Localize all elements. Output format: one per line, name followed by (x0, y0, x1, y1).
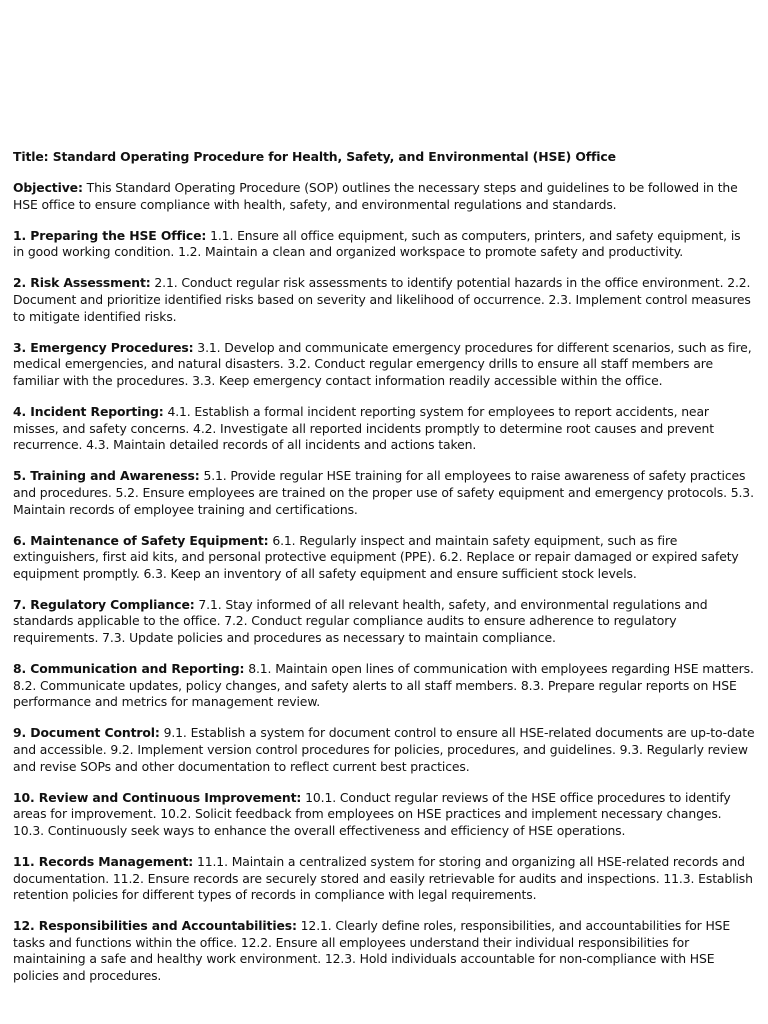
section-text: 12.1. Clearly define roles, responsibilities, and accountabilities for HSE tasks and functions within the office. 12.2. Ensure all employees understand their individual responsibilities for maintaining a safe and healthy work environment. 12.3. Hold individuals accountable for non-compliance with HSE policies and procedures. (13, 918, 731, 984)
section-text: 1.1. Ensure all office equipment, such as computers, printers, and safety equipment, is in good working condition. 1.2. Maintain a clean and organized workspace to promote safety and productivity. (13, 227, 741, 260)
section-label: 9. Document Control: (13, 725, 160, 741)
section-1 (13, 228, 755, 261)
section-label: 4. Incident Reporting: (13, 404, 164, 420)
section-label: 6. Maintenance of Safety Equipment: (13, 532, 269, 548)
section-label: 10. Review and Continuous Improvement: (13, 789, 302, 805)
section-5 (13, 468, 755, 518)
section-4 (13, 404, 755, 454)
section-label: 7. Regulatory Compliance: (13, 596, 195, 612)
section-7 (13, 597, 755, 647)
section-label: 1. Preparing the HSE Office: (13, 227, 207, 243)
section-label: 2. Risk Assessment: (13, 275, 151, 291)
objective-paragraph (13, 180, 755, 213)
section-text: 11.1. Maintain a centralized system for storing and organizing all HSE-related records and documentation. 11.2. Ensure records are securely stored and easily retrievable for audits and inspections. 11.3. Establish retention policies for different types of records in compliance with legal requirements. (13, 854, 753, 903)
section-3 (13, 340, 755, 390)
section-text: 5.1. Provide regular HSE training for all employees to raise awareness of safety practices and procedures. 5.2. Ensure employees are trained on the proper use of safety equipment and emergency protocols. 5.3. Maintain records of employee training and certifications. (13, 468, 754, 517)
section-text: 7.1. Stay informed of all relevant health, safety, and environmental regulations and standards applicable to the office. 7.2. Conduct regular compliance audits to ensure adherence to regulatory requirements. 7.3. Update policies and procedures as necessary to maintain compliance. (13, 596, 708, 646)
section-label: 12. Responsibilities and Accountabilities: (13, 918, 297, 934)
section-text: 6.1. Regularly inspect and maintain safety equipment, such as fire extinguishers, first aid kits, and personal protective equipment (PPE). 6.2. Replace or repair damaged or expired safety equipment promptly. 6.3. Keep an inventory of all safety equipment and ensure sufficient stock levels. (13, 532, 739, 581)
section-label: 3. Emergency Procedures: (13, 339, 194, 355)
section-text: 2.1. Conduct regular risk assessments to identify potential hazards in the office environment. 2.2. Document and prioritize identified risks based on severity and likelihood of occurrence. 2.3. Implement control measures to mitigate identified risks. (13, 275, 751, 324)
section-text: 8.1. Maintain open lines of communication with employees regarding HSE matters. 8.2. Communicate updates, policy changes, and safety alerts to all staff members. 8.3. Prepare regular reports on HSE performance and metrics for management review. (13, 661, 754, 710)
section-10 (13, 790, 755, 840)
section-label: 5. Training and Awareness: (13, 468, 200, 484)
section-text: 4.1. Establish a formal incident reporting system for employees to report accidents, near misses, and safety concerns. 4.2. Investigate all reported incidents promptly to determine root causes and prevent recurrence. 4.3. Maintain detailed records of all incidents and actions taken. (13, 404, 715, 453)
document-title: Title: Standard Operating Procedure for Health, Safety, and Environmental (HSE) Office (13, 149, 616, 164)
section-9 (13, 725, 755, 775)
section-8 (13, 661, 755, 711)
section-11 (13, 854, 755, 904)
objective-text: This Standard Operating Procedure (SOP) outlines the necessary steps and guidelines to be followed in the HSE office to ensure compliance with health, safety, and environmental regulations and standards. (13, 180, 738, 212)
section-2 (13, 275, 755, 325)
section-text: 10.1. Conduct regular reviews of the HSE office procedures to identify areas for improvement. 10.2. Solicit feedback from employees on HSE practices and implement necessary changes. 10.3. Continuously seek ways to enhance the overall effectiveness and efficiency of HSE operations. (13, 789, 731, 838)
document-body (13, 149, 755, 999)
objective-label: Objective: (13, 180, 83, 196)
section-6 (13, 533, 755, 583)
section-label: 8. Communication and Reporting: (13, 661, 245, 677)
section-text: 9.1. Establish a system for document control to ensure all HSE-related documents are up-to-date and accessible. 9.2. Implement version control procedures for policies, procedures, and guidelines. 9.3. Regularly review and revise SOPs and other documentation to reflect current best practices. (13, 725, 755, 774)
section-12 (13, 918, 755, 984)
section-label: 11. Records Management: (13, 854, 194, 869)
section-text: 3.1. Develop and communicate emergency procedures for different scenarios, such as fire, medical emergencies, and natural disasters. 3.2. Conduct regular emergency drills to ensure all staff members are familiar with the procedures. 3.3. Keep emergency contact information readily accessible within the office. (13, 339, 752, 388)
